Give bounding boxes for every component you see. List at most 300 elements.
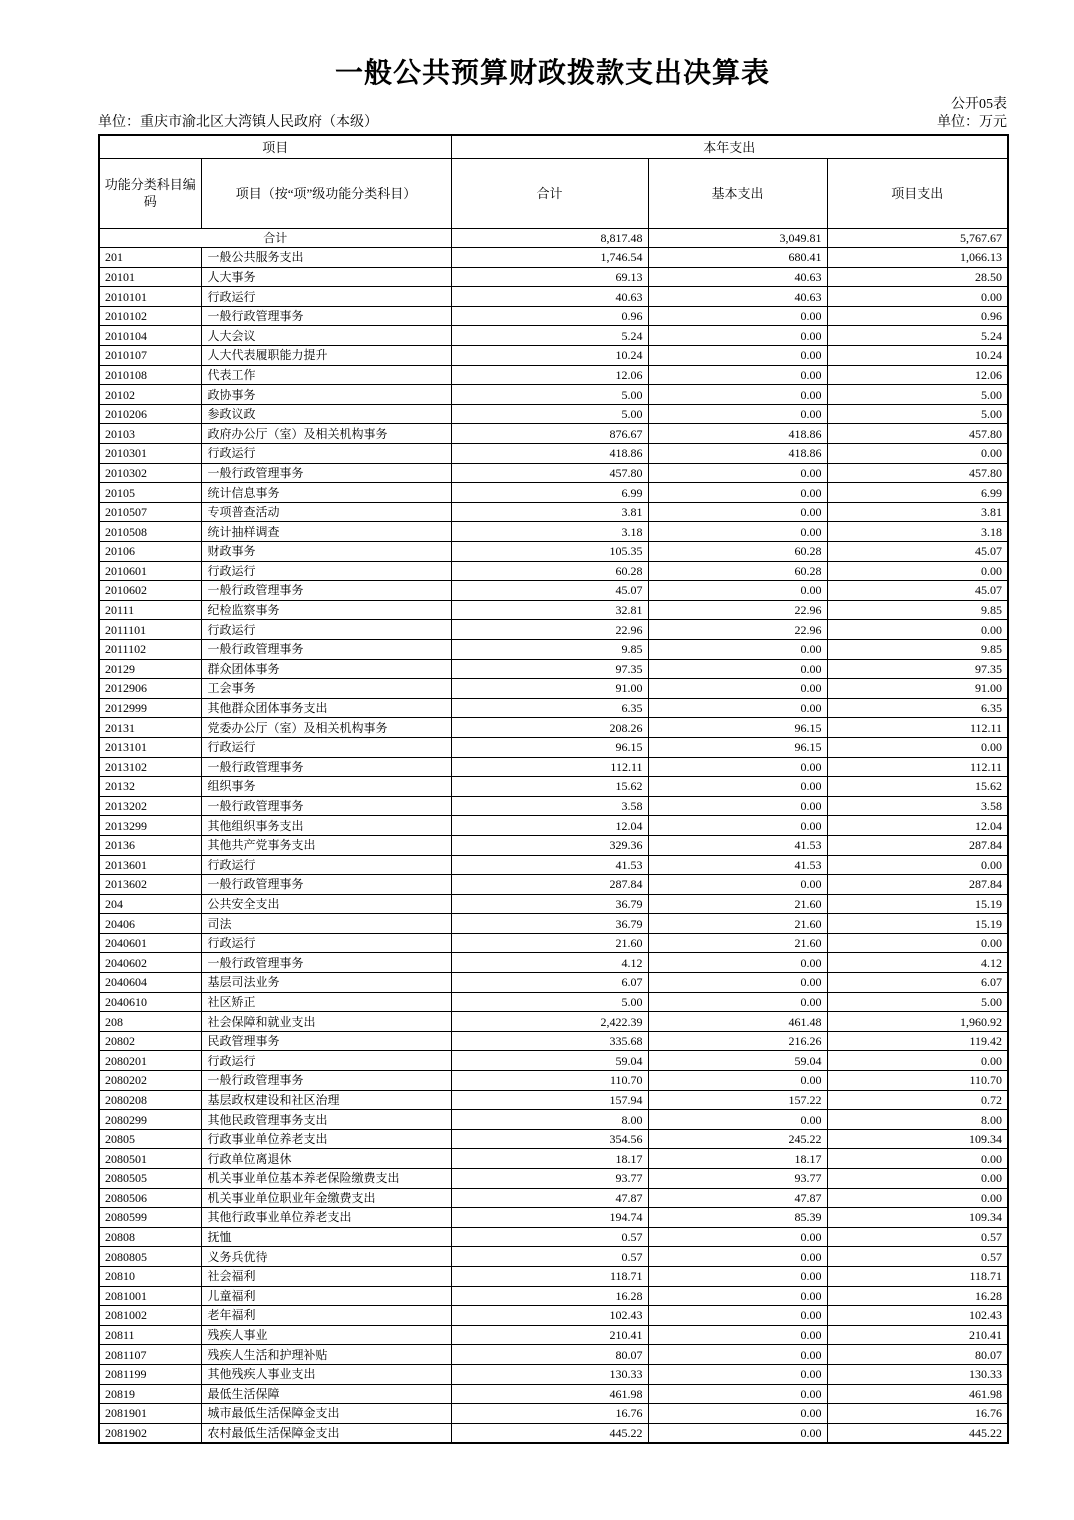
row-basic-value: 96.15 xyxy=(648,718,827,738)
row-basic-value: 0.00 xyxy=(648,973,827,993)
table-row xyxy=(99,424,1008,444)
row-project-value: 0.00 xyxy=(827,1188,1008,1208)
report-content xyxy=(98,0,1007,1444)
row-name: 其他共产党事务支出 xyxy=(201,835,451,855)
row-project-value: 28.50 xyxy=(827,267,1008,287)
row-code: 20129 xyxy=(99,659,201,679)
row-name: 一般行政管理事务 xyxy=(201,306,451,326)
row-project-value: 0.96 xyxy=(827,306,1008,326)
row-name: 基层司法业务 xyxy=(201,973,451,993)
row-total-value: 6.35 xyxy=(451,698,648,718)
row-code: 2010301 xyxy=(99,444,201,464)
table-row xyxy=(99,1110,1008,1130)
row-basic-value: 0.00 xyxy=(648,992,827,1012)
row-project-value: 8.00 xyxy=(827,1110,1008,1130)
row-code: 20136 xyxy=(99,835,201,855)
row-name: 一般行政管理事务 xyxy=(201,953,451,973)
table-row xyxy=(99,385,1008,405)
row-code: 2080501 xyxy=(99,1149,201,1169)
row-basic-value: 0.00 xyxy=(648,346,827,366)
table-row xyxy=(99,444,1008,464)
row-basic-value: 21.60 xyxy=(648,914,827,934)
row-total-value: 45.07 xyxy=(451,581,648,601)
row-name: 统计信息事务 xyxy=(201,483,451,503)
table-row xyxy=(99,1423,1008,1443)
row-name: 行政运行 xyxy=(201,933,451,953)
row-basic-value: 40.63 xyxy=(648,267,827,287)
table-row xyxy=(99,777,1008,797)
row-code: 2010507 xyxy=(99,502,201,522)
row-total-value: 210.41 xyxy=(451,1325,648,1345)
row-name: 一般行政管理事务 xyxy=(201,463,451,483)
row-name: 代表工作 xyxy=(201,365,451,385)
row-code: 2010508 xyxy=(99,522,201,542)
row-code: 2010601 xyxy=(99,561,201,581)
row-total-value: 6.07 xyxy=(451,973,648,993)
row-name: 社区矫正 xyxy=(201,992,451,1012)
row-code: 20406 xyxy=(99,914,201,934)
row-total-value: 5.00 xyxy=(451,404,648,424)
row-project-value: 109.34 xyxy=(827,1208,1008,1228)
row-code: 2080202 xyxy=(99,1071,201,1091)
header-group-project: 项目 xyxy=(99,135,451,158)
row-basic-value: 0.00 xyxy=(648,1345,827,1365)
row-basic-value: 41.53 xyxy=(648,835,827,855)
unit-name-label: 单位：重庆市渝北区大湾镇人民政府（本级） xyxy=(98,115,378,130)
row-project-value: 119.42 xyxy=(827,1031,1008,1051)
table-row xyxy=(99,1188,1008,1208)
row-total-value: 876.67 xyxy=(451,424,648,444)
row-basic-value: 418.86 xyxy=(648,424,827,444)
row-basic-value: 0.00 xyxy=(648,1286,827,1306)
row-total-value: 3.58 xyxy=(451,796,648,816)
row-total-value: 110.70 xyxy=(451,1071,648,1091)
row-name: 财政事务 xyxy=(201,542,451,562)
row-basic-value: 0.00 xyxy=(648,953,827,973)
row-total-value: 112.11 xyxy=(451,757,648,777)
row-project-value: 109.34 xyxy=(827,1129,1008,1149)
row-code: 2040610 xyxy=(99,992,201,1012)
row-total-value: 418.86 xyxy=(451,444,648,464)
page-title: 一般公共预算财政拨款支出决算表 xyxy=(334,58,770,89)
row-name: 人大代表履职能力提升 xyxy=(201,346,451,366)
row-name: 行政运行 xyxy=(201,737,451,757)
row-total-value: 69.13 xyxy=(451,267,648,287)
table-row xyxy=(99,679,1008,699)
row-total-value: 335.68 xyxy=(451,1031,648,1051)
row-project-value: 3.81 xyxy=(827,502,1008,522)
table-row xyxy=(99,1306,1008,1326)
unit-currency-label: 单位：万元 xyxy=(937,115,1007,130)
row-basic-value: 3,049.81 xyxy=(648,228,827,248)
row-project-value: 4.12 xyxy=(827,953,1008,973)
table-body xyxy=(99,228,1008,1443)
table-row xyxy=(99,404,1008,424)
row-basic-value: 40.63 xyxy=(648,287,827,307)
row-basic-value: 60.28 xyxy=(648,542,827,562)
row-code: 2040601 xyxy=(99,933,201,953)
row-total-value: 22.96 xyxy=(451,620,648,640)
row-total-value: 102.43 xyxy=(451,1306,648,1326)
row-name: 老年福利 xyxy=(201,1306,451,1326)
row-project-value: 45.07 xyxy=(827,581,1008,601)
table-row xyxy=(99,463,1008,483)
row-project-value: 3.58 xyxy=(827,796,1008,816)
table-row xyxy=(99,855,1008,875)
row-project-value: 0.00 xyxy=(827,933,1008,953)
row-project-value: 112.11 xyxy=(827,718,1008,738)
row-code: 2080299 xyxy=(99,1110,201,1130)
row-basic-value: 60.28 xyxy=(648,561,827,581)
row-name: 行政单位离退休 xyxy=(201,1149,451,1169)
row-project-value: 445.22 xyxy=(827,1423,1008,1443)
row-total-value: 0.57 xyxy=(451,1247,648,1267)
expenditure-table xyxy=(98,134,1009,1444)
row-project-value: 80.07 xyxy=(827,1345,1008,1365)
row-project-value: 110.70 xyxy=(827,1071,1008,1091)
table-row xyxy=(99,1149,1008,1169)
table-row xyxy=(99,287,1008,307)
row-project-value: 287.84 xyxy=(827,875,1008,895)
row-basic-value: 0.00 xyxy=(648,1364,827,1384)
row-name: 一般行政管理事务 xyxy=(201,796,451,816)
row-code: 20105 xyxy=(99,483,201,503)
row-code: 20819 xyxy=(99,1384,201,1404)
form-number: 公开05表 xyxy=(951,97,1007,112)
row-project-value: 118.71 xyxy=(827,1266,1008,1286)
row-total-value: 2,422.39 xyxy=(451,1012,648,1032)
row-total-value: 6.99 xyxy=(451,483,648,503)
row-name: 行政运行 xyxy=(201,561,451,581)
row-total-value: 93.77 xyxy=(451,1169,648,1189)
row-name: 其他残疾人事业支出 xyxy=(201,1364,451,1384)
table-row xyxy=(99,483,1008,503)
table-row xyxy=(99,365,1008,385)
row-code: 20811 xyxy=(99,1325,201,1345)
row-basic-value: 0.00 xyxy=(648,365,827,385)
row-name: 一般行政管理事务 xyxy=(201,1071,451,1091)
row-name: 其他民政管理事务支出 xyxy=(201,1110,451,1130)
row-basic-value: 0.00 xyxy=(648,522,827,542)
table-row xyxy=(99,639,1008,659)
row-basic-value: 0.00 xyxy=(648,385,827,405)
table-row xyxy=(99,1364,1008,1384)
row-total-value: 47.87 xyxy=(451,1188,648,1208)
row-name: 公共安全支出 xyxy=(201,894,451,914)
row-code: 2010602 xyxy=(99,581,201,601)
row-code: 20101 xyxy=(99,267,201,287)
row-code: 2010206 xyxy=(99,404,201,424)
row-name: 社会福利 xyxy=(201,1266,451,1286)
row-name: 政协事务 xyxy=(201,385,451,405)
row-total-value: 457.80 xyxy=(451,463,648,483)
row-name: 党委办公厅（室）及相关机构事务 xyxy=(201,718,451,738)
unit-line xyxy=(98,114,1007,134)
row-code: 2010102 xyxy=(99,306,201,326)
row-name: 人大会议 xyxy=(201,326,451,346)
row-basic-value: 0.00 xyxy=(648,581,827,601)
row-code: 2080201 xyxy=(99,1051,201,1071)
row-project-value: 457.80 xyxy=(827,424,1008,444)
row-project-value: 112.11 xyxy=(827,757,1008,777)
row-total-value: 8.00 xyxy=(451,1110,648,1130)
row-basic-value: 0.00 xyxy=(648,679,827,699)
table-row xyxy=(99,1051,1008,1071)
row-total-value: 208.26 xyxy=(451,718,648,738)
row-basic-value: 22.96 xyxy=(648,620,827,640)
row-code: 2010101 xyxy=(99,287,201,307)
row-project-value: 6.35 xyxy=(827,698,1008,718)
row-basic-value: 21.60 xyxy=(648,933,827,953)
row-basic-value: 0.00 xyxy=(648,1306,827,1326)
row-project-value: 16.28 xyxy=(827,1286,1008,1306)
row-name: 基层政权建设和社区治理 xyxy=(201,1090,451,1110)
row-total-value: 12.04 xyxy=(451,816,648,836)
row-total-value: 194.74 xyxy=(451,1208,648,1228)
row-total-value: 105.35 xyxy=(451,542,648,562)
row-total-value: 5.00 xyxy=(451,992,648,1012)
table-row xyxy=(99,561,1008,581)
row-project-value: 5,767.67 xyxy=(827,228,1008,248)
table-row xyxy=(99,600,1008,620)
table-row xyxy=(99,228,1008,248)
row-project-value: 3.18 xyxy=(827,522,1008,542)
row-code: 2080599 xyxy=(99,1208,201,1228)
row-project-value: 12.04 xyxy=(827,816,1008,836)
table-row xyxy=(99,1384,1008,1404)
row-code: 20103 xyxy=(99,424,201,444)
row-name: 行政运行 xyxy=(201,1051,451,1071)
table-header xyxy=(99,135,1008,228)
row-basic-value: 18.17 xyxy=(648,1149,827,1169)
row-project-value: 0.00 xyxy=(827,1051,1008,1071)
row-basic-value: 0.00 xyxy=(648,404,827,424)
header-col-total: 合计 xyxy=(451,158,648,228)
row-code: 2013101 xyxy=(99,737,201,757)
header-group-current-year: 本年支出 xyxy=(451,135,1008,158)
row-name: 一般行政管理事务 xyxy=(201,875,451,895)
row-name: 行政运行 xyxy=(201,444,451,464)
table-row xyxy=(99,835,1008,855)
row-total-value: 21.60 xyxy=(451,933,648,953)
table-row xyxy=(99,1404,1008,1424)
row-code: 2010107 xyxy=(99,346,201,366)
row-code: 2011101 xyxy=(99,620,201,640)
row-total-value: 0.96 xyxy=(451,306,648,326)
row-basic-value: 0.00 xyxy=(648,1384,827,1404)
row-basic-value: 93.77 xyxy=(648,1169,827,1189)
header-col-item: 项目（按“项”级功能分类科目） xyxy=(201,158,451,228)
row-code: 20131 xyxy=(99,718,201,738)
row-project-value: 15.62 xyxy=(827,777,1008,797)
row-project-value: 6.07 xyxy=(827,973,1008,993)
row-project-value: 130.33 xyxy=(827,1364,1008,1384)
row-basic-value: 0.00 xyxy=(648,502,827,522)
table-row xyxy=(99,698,1008,718)
row-total-value: 60.28 xyxy=(451,561,648,581)
table-row xyxy=(99,248,1008,268)
row-name: 城市最低生活保障金支出 xyxy=(201,1404,451,1424)
row-name: 参政议政 xyxy=(201,404,451,424)
table-row xyxy=(99,502,1008,522)
row-basic-value: 21.60 xyxy=(648,894,827,914)
row-basic-value: 22.96 xyxy=(648,600,827,620)
row-name: 社会保障和就业支出 xyxy=(201,1012,451,1032)
row-project-value: 15.19 xyxy=(827,914,1008,934)
row-basic-value: 0.00 xyxy=(648,757,827,777)
row-name: 行政运行 xyxy=(201,620,451,640)
row-name: 组织事务 xyxy=(201,777,451,797)
table-row xyxy=(99,1227,1008,1247)
row-total-value: 40.63 xyxy=(451,287,648,307)
row-name: 工会事务 xyxy=(201,679,451,699)
row-code: 2081901 xyxy=(99,1404,201,1424)
table-row xyxy=(99,542,1008,562)
row-code: 2040602 xyxy=(99,953,201,973)
row-basic-value: 0.00 xyxy=(648,483,827,503)
table-row xyxy=(99,1031,1008,1051)
row-total-value: 41.53 xyxy=(451,855,648,875)
table-row xyxy=(99,914,1008,934)
row-code: 20805 xyxy=(99,1129,201,1149)
row-total-value: 118.71 xyxy=(451,1266,648,1286)
row-total-value: 97.35 xyxy=(451,659,648,679)
row-code: 2010104 xyxy=(99,326,201,346)
table-row xyxy=(99,1247,1008,1267)
row-name: 儿童福利 xyxy=(201,1286,451,1306)
row-name: 统计抽样调查 xyxy=(201,522,451,542)
row-name: 行政运行 xyxy=(201,287,451,307)
row-total-value: 3.81 xyxy=(451,502,648,522)
row-basic-value: 0.00 xyxy=(648,659,827,679)
table-row xyxy=(99,659,1008,679)
row-total-value: 1,746.54 xyxy=(451,248,648,268)
table-row xyxy=(99,306,1008,326)
row-basic-value: 59.04 xyxy=(648,1051,827,1071)
row-code: 2080506 xyxy=(99,1188,201,1208)
table-row xyxy=(99,737,1008,757)
row-total-value: 4.12 xyxy=(451,953,648,973)
row-name: 群众团体事务 xyxy=(201,659,451,679)
row-code: 20810 xyxy=(99,1266,201,1286)
row-name: 最低生活保障 xyxy=(201,1384,451,1404)
row-total-value: 36.79 xyxy=(451,894,648,914)
row-basic-value: 0.00 xyxy=(648,1071,827,1091)
row-project-value: 1,066.13 xyxy=(827,248,1008,268)
row-name: 司法 xyxy=(201,914,451,934)
row-project-value: 45.07 xyxy=(827,542,1008,562)
row-project-value: 91.00 xyxy=(827,679,1008,699)
table-row xyxy=(99,933,1008,953)
row-project-value: 0.57 xyxy=(827,1227,1008,1247)
row-basic-value: 0.00 xyxy=(648,796,827,816)
row-code: 2013102 xyxy=(99,757,201,777)
row-basic-value: 680.41 xyxy=(648,248,827,268)
table-row xyxy=(99,581,1008,601)
row-total-value: 15.62 xyxy=(451,777,648,797)
row-code: 2081902 xyxy=(99,1423,201,1443)
table-row xyxy=(99,1129,1008,1149)
table-row xyxy=(99,1169,1008,1189)
row-name: 一般行政管理事务 xyxy=(201,581,451,601)
row-total-value: 0.57 xyxy=(451,1227,648,1247)
row-basic-value: 41.53 xyxy=(648,855,827,875)
row-code: 2010108 xyxy=(99,365,201,385)
row-basic-value: 0.00 xyxy=(648,1423,827,1443)
row-basic-value: 85.39 xyxy=(648,1208,827,1228)
table-row xyxy=(99,326,1008,346)
table-row xyxy=(99,796,1008,816)
table-row xyxy=(99,1266,1008,1286)
row-project-value: 210.41 xyxy=(827,1325,1008,1345)
row-total-value: 32.81 xyxy=(451,600,648,620)
row-project-value: 0.72 xyxy=(827,1090,1008,1110)
row-total-value: 12.06 xyxy=(451,365,648,385)
row-project-value: 5.00 xyxy=(827,385,1008,405)
row-name: 其他群众团体事务支出 xyxy=(201,698,451,718)
row-total-value: 354.56 xyxy=(451,1129,648,1149)
row-code: 2013299 xyxy=(99,816,201,836)
row-project-value: 97.35 xyxy=(827,659,1008,679)
row-code: 2013601 xyxy=(99,855,201,875)
row-code: 20102 xyxy=(99,385,201,405)
table-row xyxy=(99,953,1008,973)
row-project-value: 5.24 xyxy=(827,326,1008,346)
row-name: 一般行政管理事务 xyxy=(201,757,451,777)
row-code: 2013202 xyxy=(99,796,201,816)
row-project-value: 10.24 xyxy=(827,346,1008,366)
table-row xyxy=(99,267,1008,287)
row-project-value: 0.00 xyxy=(827,1149,1008,1169)
table-row xyxy=(99,973,1008,993)
row-name: 农村最低生活保障金支出 xyxy=(201,1423,451,1443)
table-row xyxy=(99,875,1008,895)
row-name: 专项普查活动 xyxy=(201,502,451,522)
row-total-value: 130.33 xyxy=(451,1364,648,1384)
row-project-value: 12.06 xyxy=(827,365,1008,385)
row-project-value: 461.98 xyxy=(827,1384,1008,1404)
row-project-value: 0.57 xyxy=(827,1247,1008,1267)
row-code: 2081107 xyxy=(99,1345,201,1365)
row-code: 20808 xyxy=(99,1227,201,1247)
row-total-value: 36.79 xyxy=(451,914,648,934)
row-basic-value: 0.00 xyxy=(648,1266,827,1286)
row-code: 2080208 xyxy=(99,1090,201,1110)
row-code: 20132 xyxy=(99,777,201,797)
row-basic-value: 0.00 xyxy=(648,1325,827,1345)
row-project-value: 5.00 xyxy=(827,992,1008,1012)
table-row xyxy=(99,522,1008,542)
row-basic-value: 0.00 xyxy=(648,639,827,659)
table-row xyxy=(99,894,1008,914)
row-project-value: 1,960.92 xyxy=(827,1012,1008,1032)
table-row xyxy=(99,1208,1008,1228)
row-project-value: 0.00 xyxy=(827,1169,1008,1189)
table-row xyxy=(99,1071,1008,1091)
row-name: 人大事务 xyxy=(201,267,451,287)
row-basic-value: 0.00 xyxy=(648,1247,827,1267)
row-project-value: 9.85 xyxy=(827,600,1008,620)
row-total-value: 3.18 xyxy=(451,522,648,542)
row-code: 2012906 xyxy=(99,679,201,699)
row-name: 纪检监察事务 xyxy=(201,600,451,620)
row-total-value: 80.07 xyxy=(451,1345,648,1365)
row-project-value: 102.43 xyxy=(827,1306,1008,1326)
row-code: 2013602 xyxy=(99,875,201,895)
row-basic-value: 0.00 xyxy=(648,777,827,797)
row-basic-value: 0.00 xyxy=(648,463,827,483)
row-code: 20111 xyxy=(99,600,201,620)
